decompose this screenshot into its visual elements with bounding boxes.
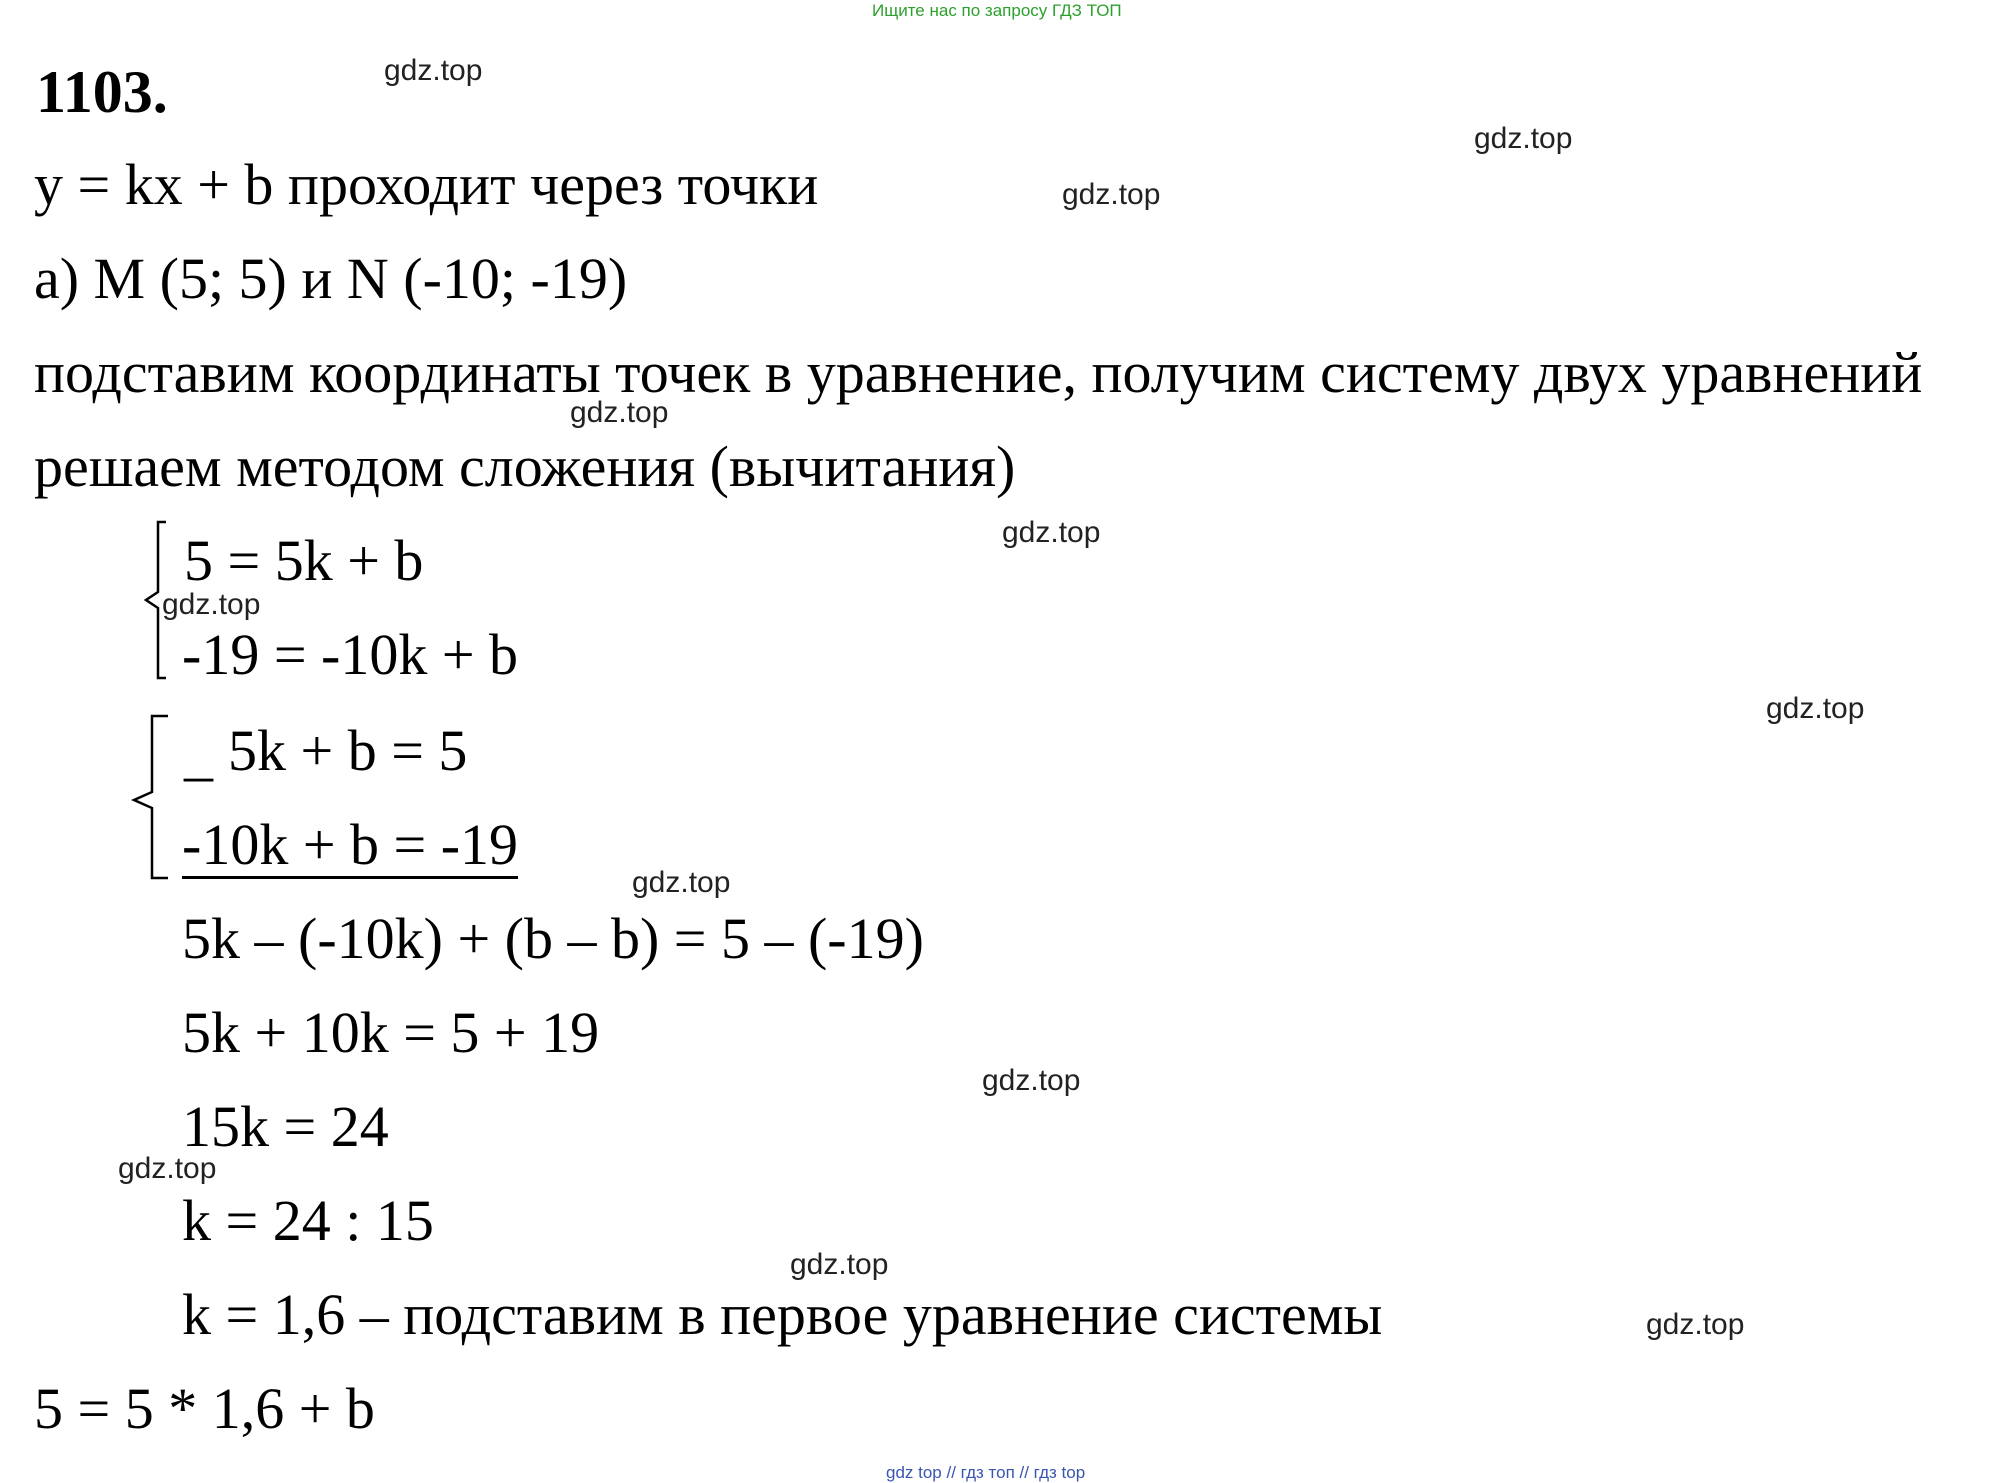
method-line: решаем методом сложения (вычитания) [34,434,1016,499]
watermark: gdz.top [1766,692,1865,725]
final-line: 5 = 5 * 1,6 + b [34,1376,375,1441]
watermark: gdz.top [384,54,483,87]
watermark: gdz.top [982,1064,1081,1097]
watermark: gdz.top [570,396,669,429]
watermark: gdz.top [1646,1308,1745,1341]
system2-equation-1: 5k + b = 5 [228,718,468,783]
watermark: gdz.top [162,588,261,621]
watermark: gdz.top [1062,178,1161,211]
system2-brace [130,712,170,882]
bottom-banner[interactable]: gdz top // гдз топ // гдз top [886,1463,1086,1482]
step-line: 5k – (-10k) + (b – b) = 5 – (-19) [182,906,924,971]
watermark: gdz.top [790,1248,889,1281]
watermark: gdz.top [1002,516,1101,549]
system2-equation-2: -10k + b = -19 [182,812,519,877]
top-banner[interactable]: Ищите нас по запросу ГДЗ ТОП [872,1,1122,20]
step-line: 15k = 24 [182,1094,389,1159]
system2-minus-sign: _ [184,722,213,787]
step-line: 5k + 10k = 5 + 19 [182,1000,600,1065]
substitution-line: подставим координаты точек в уравнение, получим систему двух уравнений [34,340,1923,405]
system1-equation-2: -19 = -10k + b [182,622,519,687]
task-number: 1103. [36,59,168,125]
watermark: gdz.top [118,1152,217,1185]
step-line: k = 1,6 – подставим в первое уравнение системы [182,1282,1383,1347]
watermark: gdz.top [632,866,731,899]
intro-line: y = kx + b проходит через точки [34,152,819,217]
watermark: gdz.top [1474,122,1573,155]
points-line: а) M (5; 5) и N (-10; -19) [34,246,628,311]
system1-equation-1: 5 = 5k + b [184,528,424,593]
step-line: k = 24 : 15 [182,1188,434,1253]
